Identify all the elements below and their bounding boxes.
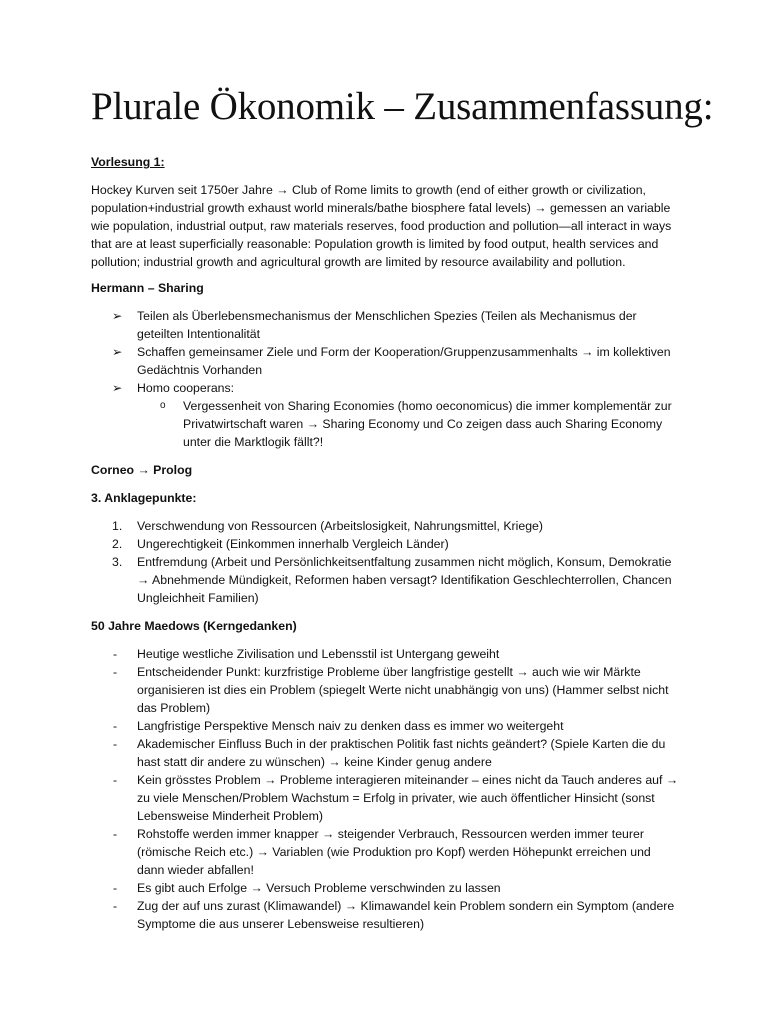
dash-item (91, 717, 681, 735)
dash-item (91, 663, 681, 717)
numbered-item (91, 553, 681, 607)
meadows-list (91, 645, 681, 933)
hermann-list (91, 307, 681, 397)
circle-bullet-icon: o (160, 400, 166, 411)
numbered-item-text: Entfremdung (Arbeit und Persönlichkeitsentfaltung zusammen nicht möglich, Konsum, Demokratie → Abnehmende Mündigkeit, Reformen haben versagt? Identifikation Geschlechterrollen, Chancen Ungleichheit Familien) (137, 555, 672, 605)
numbered-item (91, 535, 681, 553)
dash-bullet-icon: - (113, 881, 118, 895)
dash-item (91, 879, 681, 897)
dash-bullet-icon: - (113, 647, 118, 661)
arrow-bullet-icon: ➢ (112, 309, 123, 323)
numbered-item (91, 517, 681, 535)
dash-bullet-icon: - (113, 827, 118, 841)
dash-bullet-icon: - (113, 899, 118, 913)
dash-bullet-icon: - (113, 719, 118, 733)
section-heading-corneo: Corneo → Prolog (91, 463, 193, 477)
dash-item (91, 771, 681, 825)
dash-item-text: Heutige westliche Zivilisation und Lebensstil ist Untergang geweiht (137, 647, 500, 661)
dash-item-text: Entscheidender Punkt: kurzfristige Probleme über langfristige gestellt → auch wie wir Märkte organisieren ist dies ein Problem (spiegelt Werte nicht unabhängig von uns) (Hammer selbst nicht das Problem) (137, 665, 669, 715)
dash-item-text: Rohstoffe werden immer knapper → steigender Verbrauch, Ressourcen werden immer teurer (römische Reich etc.) → Variablen (wie Produktion pro Kopf) werden Höhepunkt erreichen und dann wieder abfallen! (137, 827, 651, 877)
document-body (91, 153, 681, 933)
item-number: 2. (112, 537, 123, 551)
sub-list-item (91, 397, 681, 451)
list-item-text: Homo cooperans: (137, 381, 235, 395)
dash-bullet-icon: - (113, 773, 118, 787)
dash-item-text: Langfristige Perspektive Mensch naiv zu denken dass es immer wo weitergeht (137, 719, 564, 733)
dash-item (91, 645, 681, 663)
numbered-item-text: Verschwendung von Ressourcen (Arbeitslosigkeit, Nahrungsmittel, Kriege) (137, 519, 543, 533)
section-heading-hermann: Hermann – Sharing (91, 281, 204, 295)
dash-item-text: Akademischer Einfluss Buch in der praktischen Politik fast nichts geändert? (Spiele Karten die du hast statt dir andere zu wünschen) → keine Kinder genug andere (137, 737, 666, 769)
hermann-sublist (91, 397, 681, 451)
dash-item-text: Zug der auf uns zurast (Klimawandel) → Klimawandel kein Problem sondern ein Symptom (andere Symptome die aus unserer Lebensweise resultieren) (137, 899, 675, 931)
list-item-text: Schaffen gemeinsamer Ziele und Form der Kooperation/Gruppenzusammenhalts → im kollektiven Gedächtnis Vorhanden (137, 345, 671, 377)
dash-bullet-icon: - (113, 737, 118, 751)
section-heading-vorlesung: Vorlesung 1: (91, 155, 165, 169)
intro-paragraph: Hockey Kurven seit 1750er Jahre → Club of Rome limits to growth (end of either growth or civilization, population+industrial growth exhaust world minerals/bathe biosphere fatal levels) → gemessen an variable wie population, industrial output, raw materials reserves, food production and pollution—all interact in ways that are at least superficially reasonable: Population growth is limited by food output, health services and pollution; industrial growth and agricultural growth are limited by resource availability and pollution. (91, 183, 672, 269)
numbered-item-text: Ungerechtigkeit (Einkommen innerhalb Vergleich Länder) (137, 537, 449, 551)
page-title: Plurale Ökonomik – Zusammenfassung: (91, 85, 714, 128)
dash-item (91, 897, 681, 933)
list-item (91, 379, 681, 397)
section-heading-anklagepunkte: 3. Anklagepunkte: (91, 491, 197, 505)
item-number: 3. (112, 555, 123, 569)
dash-item (91, 825, 681, 879)
dash-item-text: Kein grösstes Problem → Probleme interagieren miteinander – eines nicht da Tauch anderes auf → zu viele Menschen/Problem Wachstum = Erfolg in privater, wie auch öffentlicher Hinsicht (sonst Lebensweise Minderheit Problem) (137, 773, 679, 823)
section-heading-meadows: 50 Jahre Maedows (Kerngedanken) (91, 619, 297, 633)
arrow-bullet-icon: ➢ (112, 345, 123, 359)
dash-item (91, 735, 681, 771)
list-item (91, 307, 681, 343)
arrow-bullet-icon: ➢ (112, 381, 123, 395)
sub-list-item-text: Vergessenheit von Sharing Economies (homo oeconomicus) die immer komplementär zur Privatwirtschaft waren → Sharing Economy und Co zeigen dass auch Sharing Economy unter die Marktlogik fällt?! (183, 399, 672, 449)
dash-bullet-icon: - (113, 665, 118, 679)
anklage-list (91, 517, 681, 607)
item-number: 1. (112, 519, 123, 533)
list-item-text: Teilen als Überlebensmechanismus der Menschlichen Spezies (Teilen als Mechanismus der geteilten Intentionalität (137, 309, 637, 341)
list-item (91, 343, 681, 379)
dash-item-text: Es gibt auch Erfolge → Versuch Probleme verschwinden zu lassen (137, 881, 501, 895)
